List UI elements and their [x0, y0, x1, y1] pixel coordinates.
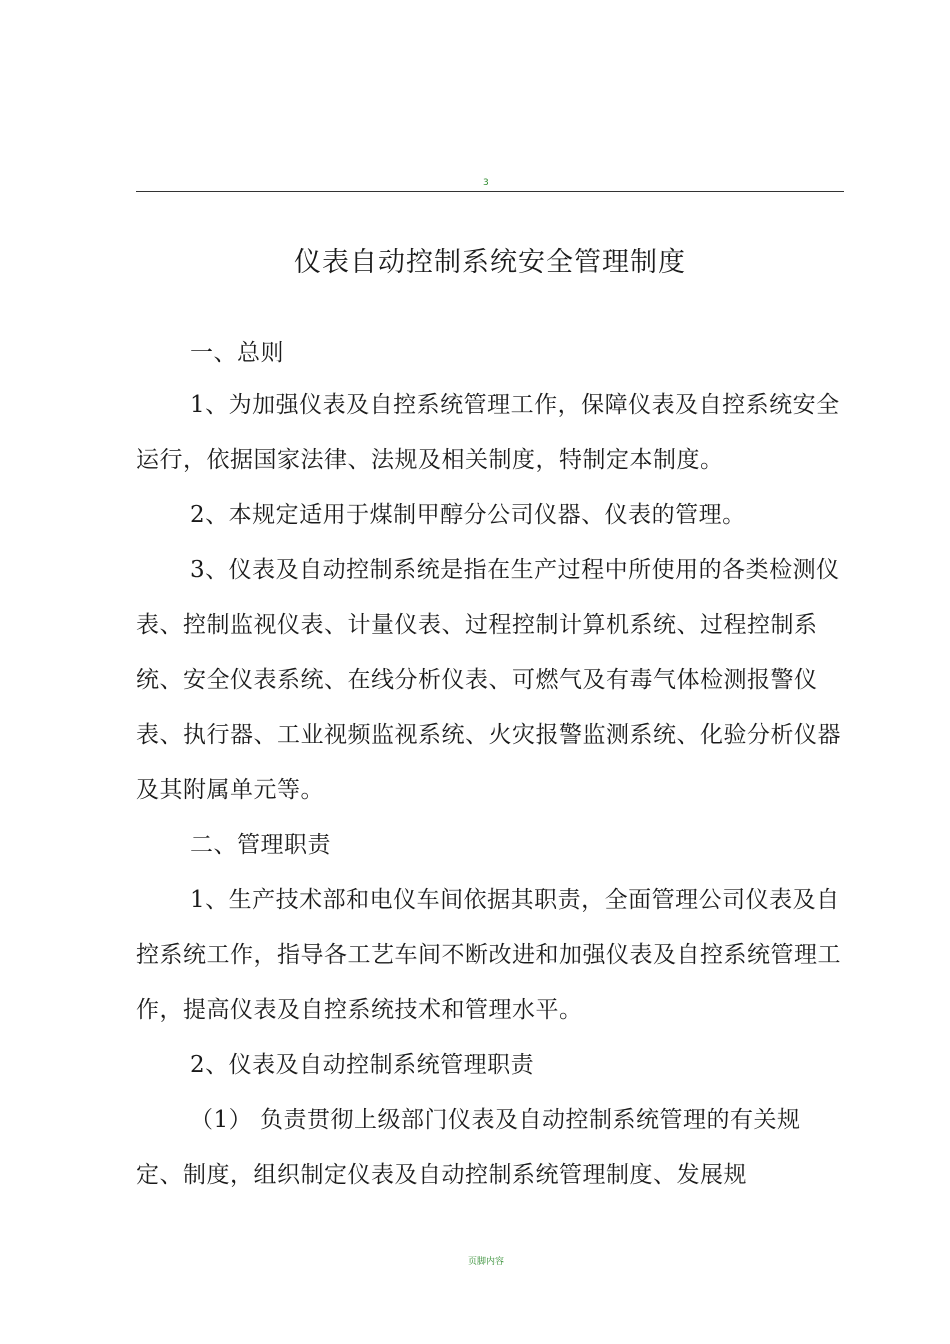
section-heading-general: 一、总则: [190, 340, 284, 366]
paragraph-responsibility-1: 1、生产技术部和电仪车间依据其职责，全面管理公司仪表及自控系统工作，指导各工艺车间不断改进和加强仪表及自控系统管理工作，提高仪表及自控系统技术和管理水平。: [136, 887, 841, 1023]
header-rule: [136, 191, 844, 192]
page-footer: 页脚内容: [467, 1257, 504, 1267]
paragraph-2-scope: 2、本规定适用于煤制甲醇分公司仪器、仪表的管理。: [190, 502, 746, 528]
paragraph-1-purpose: 1、为加强仪表及自控系统管理工作，保障仪表及自控系统安全运行，依据国家法律、法规及相关制度，特制定本制度。: [136, 392, 840, 473]
document-title: 仪表自动控制系统安全管理制度: [294, 247, 686, 278]
paragraph-responsibility-2: 2、仪表及自动控制系统管理职责: [190, 1052, 535, 1078]
header-mark: 3: [483, 178, 489, 188]
paragraph-3-definition: 3、仪表及自动控制系统是指在生产过程中所使用的各类检测仪表、控制监视仪表、计量仪表、过程控制计算机系统、过程控制系统、安全仪表系统、在线分析仪表、可燃气及有毒气体检测报警仪表、执行器、工业视频监视系统、火灾报警监测系统、化验分析仪器及其附属单元等。: [136, 557, 841, 803]
paragraph-responsibility-2-item-1: （1） 负责贯彻上级部门仪表及自动控制系统管理的有关规定、制度，组织制定仪表及自动控制系统管理制度、发展规: [136, 1107, 801, 1188]
section-heading-responsibilities: 二、管理职责: [190, 832, 331, 858]
